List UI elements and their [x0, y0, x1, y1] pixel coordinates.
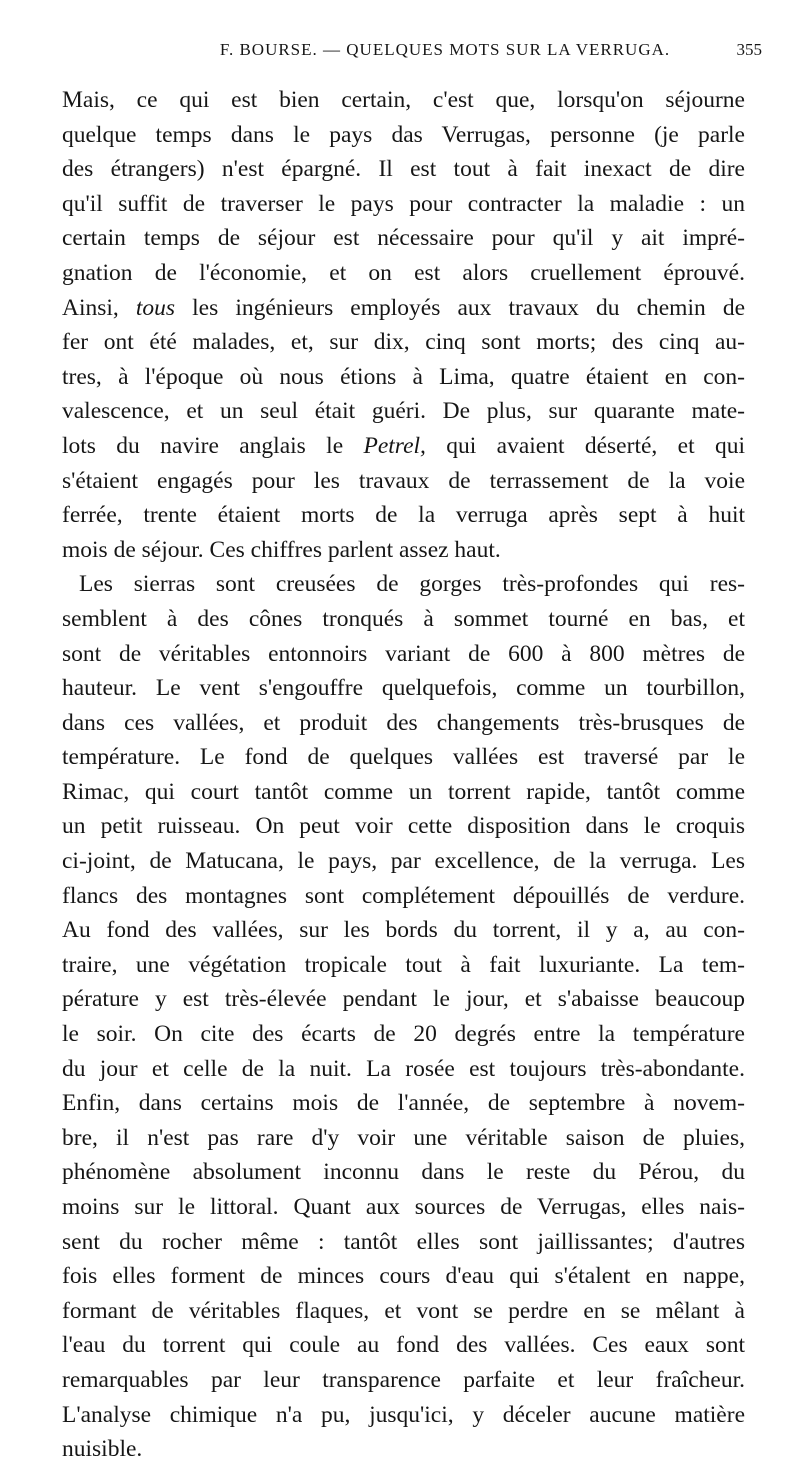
italic-word: tous — [135, 294, 176, 321]
text-line: du jour et celle de la nuit. La rosée est toujours très-abondante. — [62, 1055, 745, 1082]
text-line: flancs des montagnes sont complétement dépouillés de verdure. — [62, 882, 745, 909]
text-segment: les ingénieurs employés aux travaux du chemin de — [175, 294, 745, 321]
text-line: fer ont été malades, et, sur dix, cinq sont morts; des cinq au- — [62, 329, 745, 356]
text-segment: lots du navire anglais le — [62, 432, 364, 459]
text-line: traire, une végétation tropicale tout à fait luxuriante. La tem- — [62, 951, 745, 978]
text-line: valescence, et un seul était guéri. De plus, sur quarante mate- — [62, 398, 745, 425]
text-line: sont de véritables entonnoirs variant de 600 à 800 mètres de — [62, 640, 745, 667]
text-line: phénomène absolument inconnu dans le reste du Pérou, du — [62, 1159, 745, 1186]
text-line: Rimac, qui court tantôt comme un torrent rapide, tantôt comme — [62, 778, 745, 805]
body-text — [62, 83, 745, 1467]
text-line: Les sierras sont creusées de gorges très-profondes qui res- — [79, 571, 745, 598]
text-line: certain temps de séjour est nécessaire pour qu'il y ait impré- — [62, 225, 745, 252]
text-line: remarquables par leur transparence parfaite et leur fraîcheur. — [62, 1366, 745, 1393]
text-line — [62, 429, 745, 464]
text-line: fois elles forment de minces cours d'eau qui s'étalent en nappe, — [62, 1263, 745, 1290]
text-line: L'analyse chimique n'a pu, jusqu'ici, y déceler aucune matière — [62, 1401, 745, 1428]
text-line: tres, à l'époque où nous étions à Lima, quatre étaient en con- — [62, 363, 745, 390]
text-line: Au fond des vallées, sur les bords du torrent, il y a, au con- — [62, 917, 745, 944]
text-line: semblent à des cônes tronqués à sommet tourné en bas, et — [62, 605, 745, 632]
text-line: température. Le fond de quelques vallées est traversé par le — [62, 744, 745, 771]
text-line: s'étaient engagés pour les travaux de terrassement de la voie — [62, 467, 745, 494]
running-title: F. BOURSE. — QUELQUES MOTS SUR LA VERRUGA. — [219, 40, 671, 59]
text-line: ferrée, trente étaient morts de la verruga après sept à huit — [62, 502, 745, 529]
text-line: Mais, ce qui est bien certain, c'est que, lorsqu'on séjourne — [62, 87, 745, 113]
text-line: ci-joint, de Matucana, le pays, par excellence, de la verruga. Les — [62, 848, 745, 875]
text-line: dans ces vallées, et produit des changements très-brusques de — [62, 709, 745, 736]
text-line — [62, 291, 745, 326]
text-line: l'eau du torrent qui coule au fond des vallées. Ces eaux sont — [62, 1332, 745, 1359]
italic-word: Petrel, — [363, 432, 426, 459]
text-line: moins sur le littoral. Quant aux sources de Verrugas, elles nais- — [62, 1194, 745, 1220]
text-line: un petit ruisseau. On peut voir cette disposition dans le croquis — [62, 813, 745, 840]
text-line: bre, il n'est pas rare d'y voir une véritable saison de pluies, — [62, 1124, 745, 1151]
text-segment: Ainsi, — [62, 294, 136, 321]
text-line: gnation de l'économie, et on est alors cruellement éprouvé. — [62, 259, 745, 286]
text-line: hauteur. Le vent s'engouffre quelquefois, comme un tourbillon, — [62, 675, 745, 702]
text-line: mois de séjour. Ces chiffres parlent assez haut. — [62, 536, 501, 563]
text-line: formant de véritables flaques, et vont se perdre en se mêlant à — [62, 1297, 745, 1324]
text-line: sent du rocher même : tantôt elles sont jaillissantes; d'autres — [62, 1228, 745, 1255]
text-line: Enfin, dans certains mois de l'année, de septembre à novem- — [62, 1090, 745, 1117]
text-line: pérature y est très-élevée pendant le jour, et s'abaisse beaucoup — [62, 986, 745, 1013]
text-line: nuisible. — [62, 1436, 143, 1463]
text-segment: qui avaient déserté, et qui — [425, 432, 745, 459]
page-number: 355 — [736, 40, 762, 59]
text-line: le soir. On cite des écarts de 20 degrés entre la température — [62, 1021, 745, 1048]
text-line: des étrangers) n'est épargné. Il est tout à fait inexact de dire — [62, 156, 745, 183]
text-line: qu'il suffit de traverser le pays pour contracter la maladie : un — [62, 190, 745, 217]
text-line: quelque temps dans le pays das Verrugas, personne (je parle — [62, 121, 745, 148]
